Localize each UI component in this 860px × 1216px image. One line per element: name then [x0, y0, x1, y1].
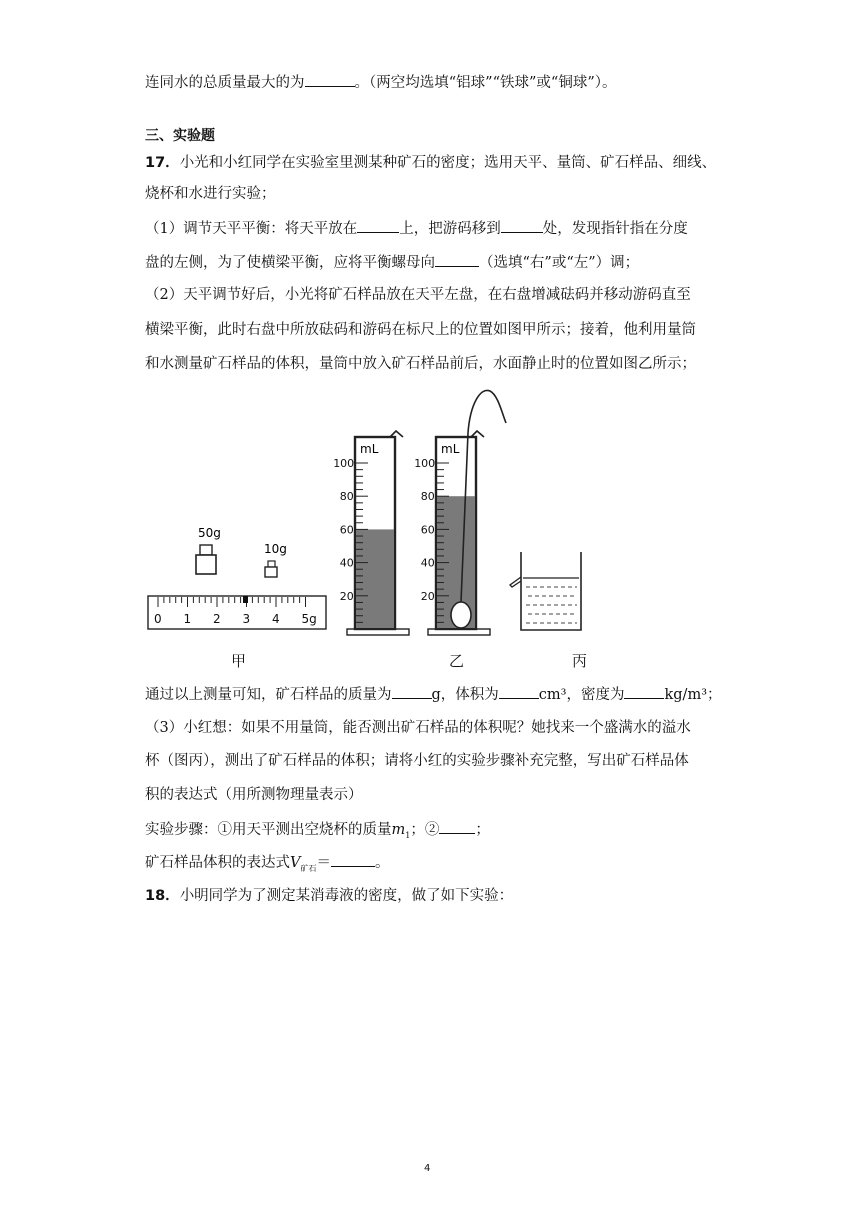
answer-blank[interactable]: [501, 218, 543, 233]
weight-50g-icon: [196, 545, 216, 574]
graduated-cylinder-1: [333, 431, 409, 635]
answer-blank[interactable]: [435, 252, 479, 267]
text-line: 连同水的总质量最大的为 。（两空均选填“铝球”“铁球”或“铜球”）。: [145, 72, 616, 93]
balance-ruler: [148, 596, 326, 629]
rider-marker: [243, 596, 248, 603]
ruler-tick-label: 0: [154, 612, 162, 626]
water-level: [356, 529, 394, 628]
text-line: 盘的左侧，为了使横梁平衡，应将平衡螺母向 （选填“右”或“左”）调；: [145, 252, 639, 273]
cylinder-tick-label: 100: [414, 457, 436, 470]
answer-blank[interactable]: [439, 819, 475, 834]
text-line: 通过以上测量可知，矿石样品的质量为 g，体积为 cm³，密度为 kg/m³；: [145, 684, 722, 705]
caption-bing: 丙: [572, 652, 588, 670]
caption-yi: 乙: [449, 652, 465, 670]
text-line: （3）小红想：如果不用量筒，能否测出矿石样品的体积呢？她找来一个盛满水的溢水: [145, 720, 691, 736]
page-number: 4: [424, 1163, 431, 1174]
experiment-figure: [140, 385, 610, 647]
text-line: 矿石样品体积的表达式$V_{矿石}=$ 。: [145, 852, 389, 879]
weight-10g-icon: [265, 561, 277, 577]
text-line: 积的表达式（用所测物理量表示）: [145, 787, 363, 803]
cylinder-tick-label: 60: [420, 523, 435, 537]
answer-blank[interactable]: [624, 684, 664, 699]
cylinder-tick-label: 60: [339, 523, 354, 537]
unit-label: mL: [360, 442, 379, 456]
answer-blank[interactable]: [499, 684, 539, 699]
cylinder-tick-label: 40: [339, 556, 354, 570]
question-18: 18．小明同学为了测定某消毒液的密度，做了如下实验：: [145, 888, 514, 904]
caption-jia: 甲: [231, 652, 247, 670]
graduated-cylinder-2: [414, 390, 506, 635]
text-line: 杯（图丙），测出了矿石样品的体积；请将小红的实验步骤补充完整，写出矿石样品体: [145, 753, 689, 769]
answer-blank[interactable]: [392, 684, 432, 699]
unit-label: mL: [441, 442, 460, 456]
cylinder-tick-label: 80: [420, 490, 435, 504]
text-line: （1）调节天平平衡：将天平放在 上，把游码移到 处，发现指针指在分度: [145, 218, 688, 239]
text-line: 实验步骤：①用天平测出空烧杯的质量$m_1$；② ；: [145, 819, 490, 846]
ruler-tick-label: 1: [183, 612, 192, 626]
text-line: 横梁平衡，此时右盘中所放砝码和游码在标尺上的位置如图甲所示；接着，他利用量筒: [145, 322, 696, 338]
answer-blank[interactable]: [331, 852, 375, 867]
question-17: 17．小光和小红同学在实验室里测某种矿石的密度；选用天平、量筒、矿石样品、细线、: [145, 155, 717, 171]
text-line: 烧杯和水进行实验；: [145, 186, 276, 202]
ruler-tick-label: 3: [242, 612, 251, 626]
overflow-cup: [510, 552, 581, 630]
cylinder-tick-label: 20: [339, 589, 354, 603]
answer-blank[interactable]: [357, 218, 399, 233]
ruler-tick-label: 4: [272, 612, 280, 626]
ore-sample: [451, 602, 471, 628]
text-line: 和水测量矿石样品的体积，量筒中放入矿石样品前后，水面静止时的位置如图乙所示；: [145, 356, 696, 372]
section-heading: 三、实验题: [145, 128, 215, 144]
answer-blank[interactable]: [305, 72, 355, 87]
cylinder-tick-label: 40: [420, 556, 435, 570]
cylinder-tick-label: 80: [339, 490, 354, 504]
weight-10g-label: 10g: [264, 542, 287, 556]
cylinder-tick-label: 20: [420, 589, 435, 603]
text-line: （2）天平调节好后，小光将矿石样品放在天平左盘，在右盘增减砝码并移动游码直至: [145, 287, 691, 303]
ruler-tick-label: 5g: [301, 612, 317, 626]
weight-50g-label: 50g: [198, 526, 221, 540]
cylinder-tick-label: 100: [333, 457, 355, 470]
ruler-tick-label: 2: [213, 612, 221, 626]
